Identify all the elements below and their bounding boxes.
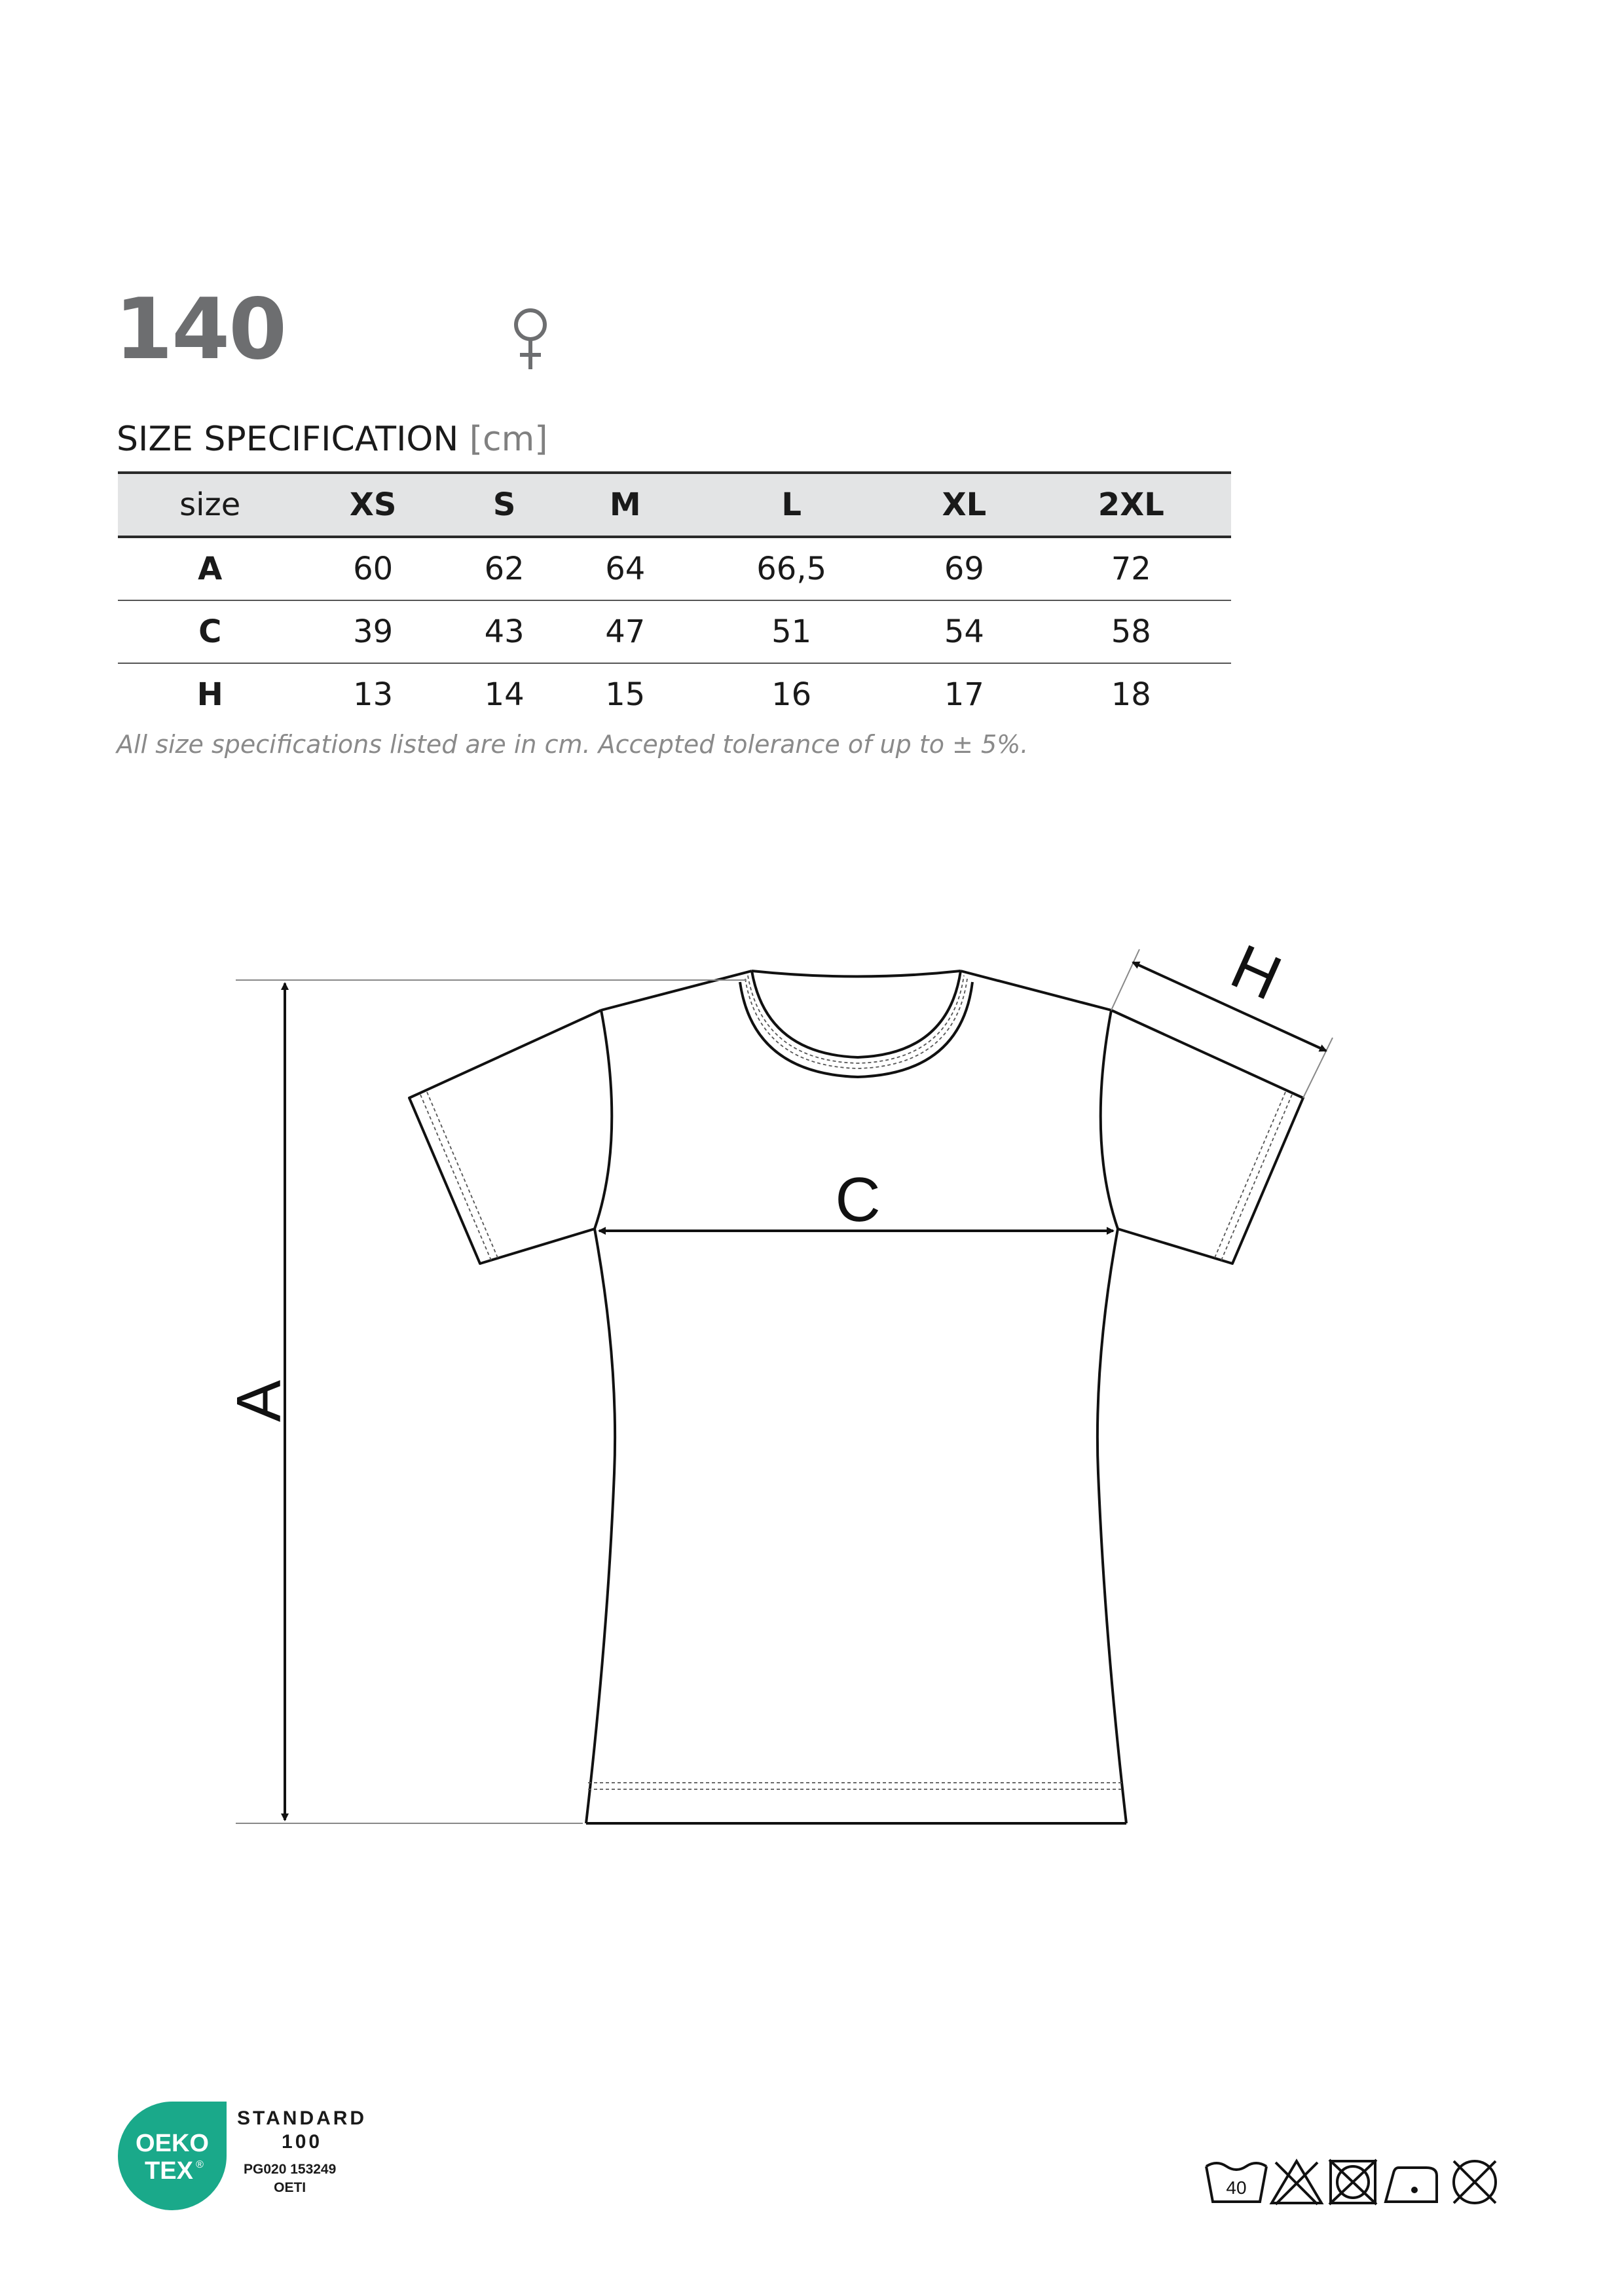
table-cell: 54 (897, 600, 1031, 663)
oeko-cert (244, 2160, 336, 2197)
oeko-line2: TEX (145, 2157, 193, 2185)
wash-temp: 40 (1226, 2178, 1247, 2198)
table-cell: 16 (771, 676, 812, 713)
column-header: size (118, 473, 302, 537)
label-c: C (835, 1165, 881, 1235)
table-cell: 15 (605, 676, 646, 713)
row-label: A (118, 537, 302, 600)
table-cell: 60 (302, 537, 443, 600)
no-dry-clean-icon (1454, 2161, 1496, 2203)
cert-line2: OETI (274, 2180, 306, 2195)
table-cell: 58 (1031, 600, 1231, 663)
oeko-line1: OEKO (136, 2130, 209, 2157)
table-cell: 14 (484, 676, 525, 713)
oeko-tex-logo (117, 2100, 228, 2214)
cert-line1: PG020 153249 (244, 2162, 337, 2177)
row-label: C (118, 600, 302, 663)
column-header: S (444, 473, 565, 537)
model-number: 140 (115, 281, 286, 378)
column-header: XS (302, 473, 443, 537)
column-header: M (564, 473, 686, 537)
dimension-h (1111, 949, 1333, 1098)
tshirt-stitching (420, 975, 1292, 1789)
table-header-row (118, 473, 1231, 537)
table-cell: 66,5 (686, 537, 897, 600)
oeko-reg: ® (196, 2159, 204, 2170)
table-row (118, 663, 1231, 725)
label-a: A (224, 1379, 294, 1423)
iron-low-icon (1386, 2168, 1437, 2202)
table-cell: 43 (444, 600, 565, 663)
column-header: L (686, 473, 897, 537)
no-bleach-icon (1272, 2161, 1321, 2204)
column-header: 2XL (1031, 473, 1231, 537)
table-cell: 64 (564, 537, 686, 600)
standard-line2: 100 (282, 2131, 323, 2153)
table-cell: 18 (1111, 676, 1151, 713)
table-row (118, 537, 1231, 600)
table-cell: 47 (564, 600, 686, 663)
tshirt-outline (409, 971, 1303, 1823)
dimension-a (236, 980, 747, 1823)
wash-40-icon (1206, 2163, 1266, 2202)
table-cell: 69 (897, 537, 1031, 600)
female-symbol-icon (504, 306, 557, 372)
tolerance-note: All size specifications listed are in cm. Accepted tolerance of up to ± 5%. (117, 730, 1029, 759)
standard-line1: STANDARD (237, 2107, 367, 2129)
no-tumble-dry-icon (1329, 2160, 1376, 2204)
label-h: H (1221, 931, 1291, 1014)
oeko-standard (237, 2107, 367, 2154)
size-table (118, 471, 1231, 725)
table-cell: 62 (444, 537, 565, 600)
tshirt-diagram (0, 851, 1624, 1872)
table-cell: 13 (353, 676, 394, 713)
care-symbols (1205, 2157, 1506, 2210)
table-cell: 39 (302, 600, 443, 663)
spec-title-text: SIZE SPECIFICATION (117, 420, 459, 459)
table-cell: 51 (686, 600, 897, 663)
column-header: XL (897, 473, 1031, 537)
table-cell: 17 (944, 676, 984, 713)
row-label: H (196, 676, 223, 713)
spec-title (117, 420, 548, 459)
table-row (118, 600, 1231, 663)
table-cell: 72 (1031, 537, 1231, 600)
spec-unit: [cm] (469, 420, 548, 459)
